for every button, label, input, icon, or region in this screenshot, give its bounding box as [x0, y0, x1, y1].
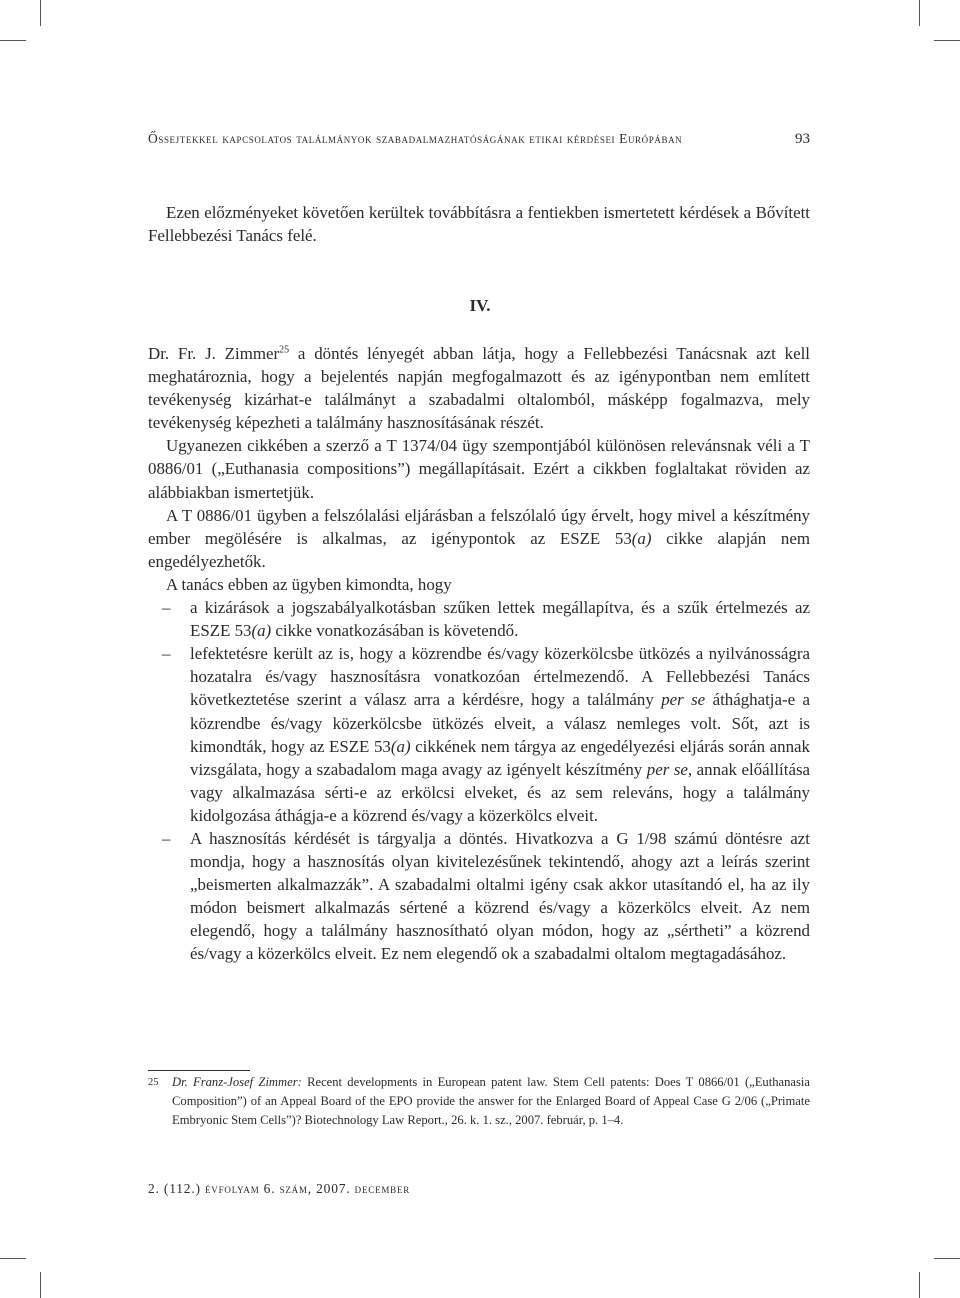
running-title: Őssejtekkel kapcsolatos találmányok szabadalmazhatóságának etikai kérdései Európában — [148, 131, 683, 146]
crop-mark — [919, 1272, 920, 1298]
footnote-author: Dr. Franz-Josef Zimmer: — [172, 1075, 302, 1089]
list-item-text: a kizárások a jogszabályalkotásban szűken lettek megállapítva, és a szűk értelmezés az ESZE 53 — [190, 598, 810, 641]
paragraph-t0886 — [148, 504, 810, 573]
dash-bullet: – — [162, 644, 171, 664]
footnote — [148, 1073, 810, 1131]
running-header — [148, 131, 810, 148]
paragraph-tanacs: A tanács ebben az ügyben kimondta, hogy — [166, 574, 452, 594]
paragraph-ugyanezen: Ugyanezen cikkében a szerző a T 1374/04 ügy szempontjából különösen relevánsnak véli a T 0886/01 („Euthanasia compositions”) megállapításait. Ezért a cikkben foglaltakat röviden az alábbiakban ismertetjük. — [148, 436, 810, 502]
footnote-number: 25 — [148, 1077, 159, 1088]
list-item-text: áthághatja-e a közrendbe és/vagy közerkölcsbe ütközés elveit, a válasz nemleges volt. Sőt, azt is kimondták, hogy az ESZE 53 — [190, 690, 811, 756]
crop-mark — [0, 40, 26, 41]
intro-paragraph: Ezen előzményeket követően kerültek továbbításra a fentiekben ismertetett kérdések a Bővített Fellebbezési Tanács felé. — [148, 203, 810, 246]
footnote-body: Recent developments in European patent law. Stem Cell patents: Does T 0866/01 („Euthanasia Composition”) of an Appeal Board of the EPO provide the answer for the Enlarged Board of Appeal Case G 2/06 („Primate Embryonic Stem Cells”)? Biotechnology Law Report., 26. k. 1. sz., 2007. február, p. 1–4. — [172, 1075, 810, 1128]
intro-block — [148, 201, 810, 247]
paragraph-text: A T 0886/01 ügyben a felszólalási eljárásban a felszólaló úgy érvelt, hogy mivel a készítmény ember megölésére is alkalmas, az igénypontok az ESZE 53 — [148, 505, 810, 548]
list-item-text: , annak előállítása vagy alkalmazása sérti-e az erkölcsi elveket, és az sem releváns, hogy a találmány kidolgozása áthágja-e a közrend és/vagy a közerkölcs elveit. — [190, 759, 811, 825]
list-item-text: cikkének nem tárgya az engedélyezési eljárás során annak vizsgálata, hogy a szabadalom maga avagy az igényelt készítmény — [190, 736, 810, 779]
list-item — [148, 596, 810, 642]
list-item-text: cikke vonatkozásában is követendő. — [271, 621, 519, 641]
footnote-separator — [148, 1070, 250, 1071]
paragraph-zimmer — [148, 342, 810, 434]
dash-bullet: – — [162, 598, 171, 618]
crop-mark — [40, 1272, 41, 1298]
list-item-text: lefektetésre került az is, hogy a közrendbe és/vagy közerkölcsbe ütközés a nyilvánosságra hozatalra és/vagy hasznosításra vonatkozóan értelmezendő. A Fellebbezési Tanács következtetése szerint a válasz arra a kérdésre, hogy a találmány — [190, 644, 810, 710]
italic-text: (a) — [631, 528, 652, 548]
running-footer: 2. (112.) évfolyam 6. szám, 2007. december — [148, 1181, 411, 1196]
section-heading: IV. — [469, 296, 491, 315]
paragraph-text: a döntés lényegét abban látja, hogy a Fellebbezési Tanácsnak azt kell meghatároznia, hogy a bejelentés napján megfogalmazott és az igénypontban nem említett tevékenység kizárhat-e találmányt a szabadalmi oltalomból, másképp fogalmazva, mely tevékenység képezheti a találmány hasznosításának részét. — [148, 344, 810, 433]
list-item-text: A hasznosítás kérdését is tárgyalja a döntés. Hivatkozva a G 1/98 számú döntésre azt mondja, hogy a hasznosítás olyan kivitelezésűnek tekintendő, ahogy azt a leírás szerint „beismerten alkalmazzák”. A szabadalmi oltalmi igény csak akkor utasítandó el, ha az ily módon beismert alkalmazás sértené a közrend és/vagy a közerkölcs elveit. Az nem elegendő, hogy a találmány hasznosítható olyan módon, hogy az „sértheti” a közrend és/vagy a közerkölcs elveit. Ez nem elegendő ok a szabadalmi oltalom megtagadásához. — [190, 828, 810, 964]
italic-text: per se — [661, 690, 706, 710]
crop-mark — [919, 0, 920, 26]
italic-text: (a) — [390, 736, 411, 756]
crop-mark — [934, 1258, 960, 1259]
crop-mark — [0, 1258, 26, 1259]
italic-text: (a) — [251, 621, 272, 641]
list-item — [148, 642, 810, 827]
dash-bullet: – — [162, 828, 171, 848]
paragraph-text: cikke alapján nem engedélyezhetők. — [148, 528, 810, 571]
page-number: 93 — [795, 131, 810, 147]
footnote-ref[interactable]: 25 — [279, 344, 290, 356]
dash-list — [148, 596, 810, 966]
italic-text: per se — [646, 759, 688, 779]
main-text — [148, 342, 810, 966]
author-name: Dr. Fr. J. Zimmer — [148, 344, 280, 363]
footnote-text — [148, 1073, 810, 1131]
list-item — [148, 827, 810, 966]
crop-mark — [40, 0, 41, 26]
crop-mark — [934, 40, 960, 41]
